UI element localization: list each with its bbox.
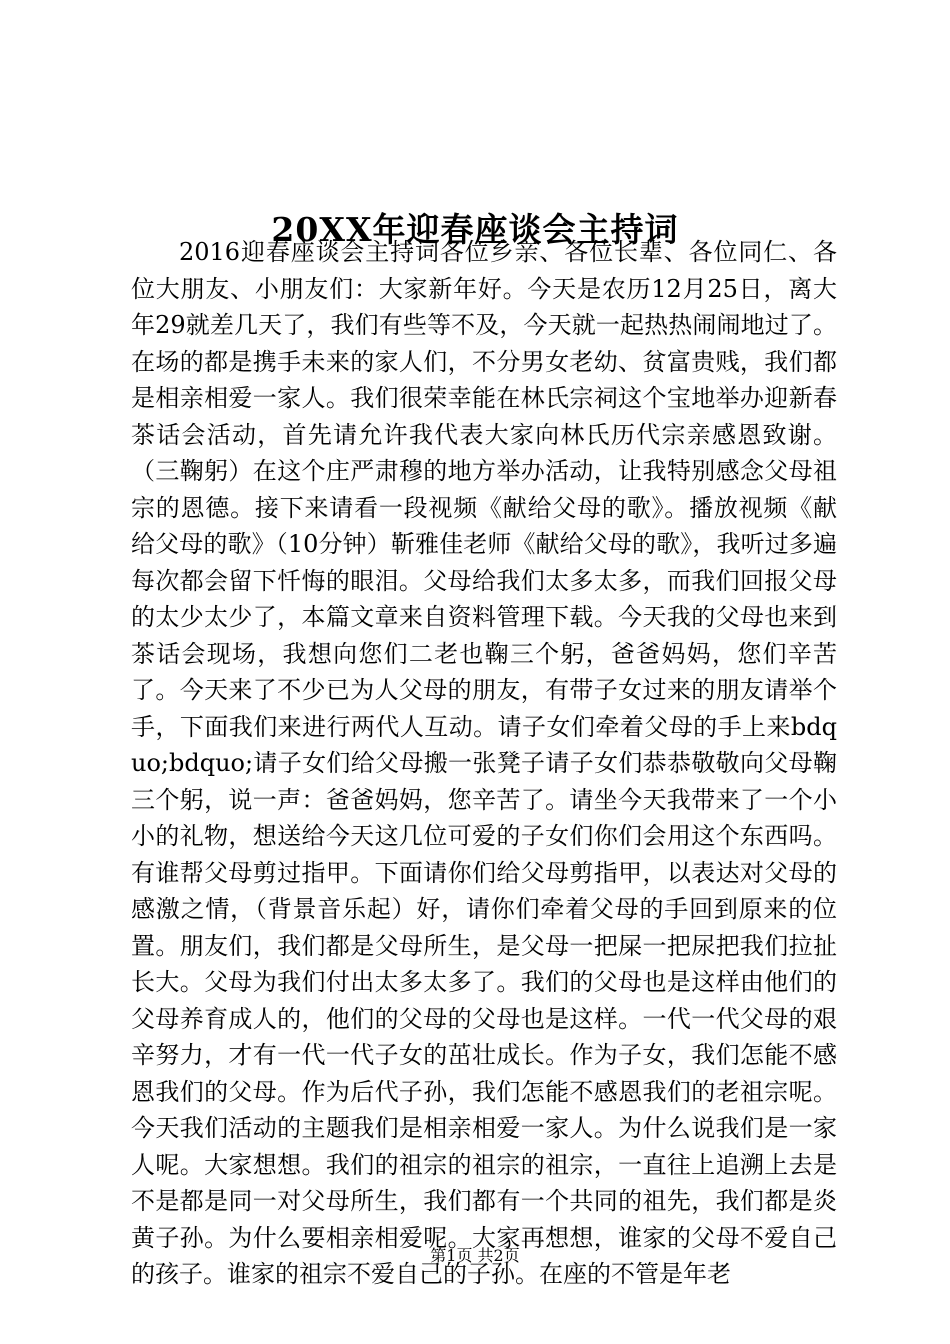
document-body-paragraph: 2016迎春座谈会主持词各位乡亲、各位长辈、各位同仁、各位大朋友、小朋友们：大家新年好。今天是农历12月25日，离大年29就差几天了，我们有些等不及，今天就一起热热闹闹地过了。在场的都是携手未来的家人们，不分男女老幼、贫富贵贱，我们都是相亲相爱一家人。我们很荣幸能在林氏宗祠这个宝地举办迎新春茶话会活动，首先请允许我代表大家向林氏历代宗亲感恩致谢。（三鞠躬）在这个庄严肃穆的地方举办活动，让我特别感念父母祖宗的恩德。接下来请看一段视频《献给父母的歌》。播放视频《献给父母的歌》（10分钟）靳雅佳老师《献给父母的歌》，我听过多遍每次都会留下忏悔的眼泪。父母给我们太多太多，而我们回报父母的太少太少了，本篇文章来自资料管理下载。今天我的父母也来到茶话会现场，我想向您们二老也鞠三个躬，爸爸妈妈，您们辛苦了。今天来了不少已为人父母的朋友，有带子女过来的朋友请举个手，下面我们来进行两代人互动。请子女们牵着父母的手上来bdquo;bdquo;请子女们给父母搬一张凳子请子女们恭恭敬敬向父母鞠三个躬，说一声：爸爸妈妈，您辛苦了。请坐今天我带来了一个小小的礼物，想送给今天这几位可爱的子女们你们会用这个东西吗。有谁帮父母剪过指甲。下面请你们给父母剪指甲，以表达对父母的感激之情，（背景音乐起）好，请你们牵着父母的手回到原来的位置。朋友们，我们都是父母所生，是父母一把屎一把尿把我们拉扯长大。父母为我们付出太多太多了。我们的父母也是这样由他们的父母养育成人的，他们的父母的父母也是这样。一代一代父母的艰辛努力，才有一代一代子女的茁壮成长。作为子女，我们怎能不感恩我们的父母。作为后代子孙，我们怎能不感恩我们的老祖宗呢。今天我们活动的主题我们是相亲相爱一家人。为什么说我们是一家人呢。大家想想。我们的祖宗的祖宗的祖宗，一直往上追溯上去是不是都是同一对父母所生，我们都有一个共同的祖先，我们都是炎黄子孙。为什么要相亲相爱呢。大家再想想，谁家的父母不爱自己的孩子。谁家的祖宗不爱自己的子孙。在座的不管是年老 [131,238,837,1288]
document-title: 20XX年迎春座谈会主持词 [271,210,679,250]
page-footer-indicator: 第1页 共2页 [430,1246,520,1265]
